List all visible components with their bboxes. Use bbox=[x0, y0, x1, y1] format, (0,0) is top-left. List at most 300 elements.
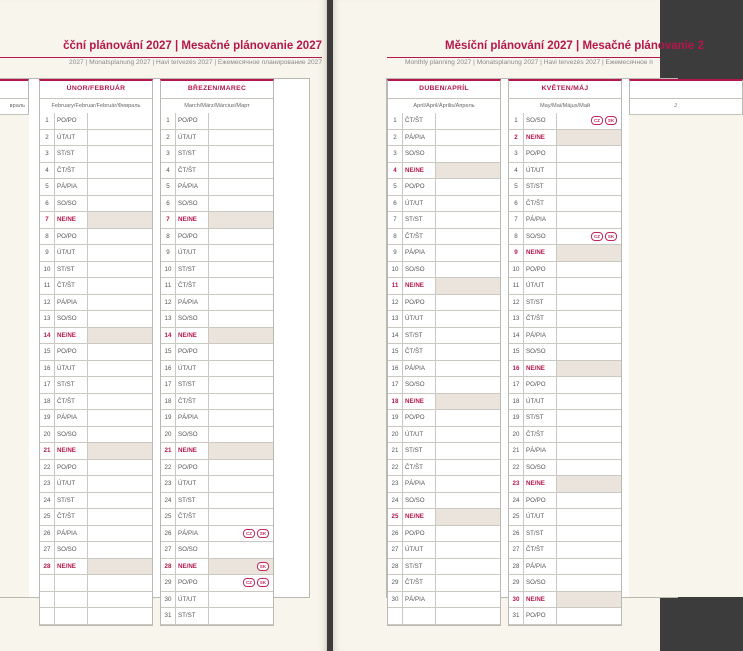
column-divider bbox=[208, 427, 209, 443]
weekday-label: SO/SO bbox=[178, 315, 198, 322]
weekday-label: SO/SO bbox=[57, 315, 77, 322]
sunday-shade bbox=[436, 163, 500, 179]
day-row-sunday[interactable] bbox=[161, 443, 273, 460]
weekday-label: ÚT/UT bbox=[526, 397, 545, 405]
month-column-may bbox=[508, 79, 622, 619]
day-row[interactable] bbox=[40, 130, 152, 147]
day-row[interactable] bbox=[388, 592, 500, 609]
weekday-label: PO/PO bbox=[405, 414, 425, 421]
sunday-shade bbox=[436, 509, 500, 525]
day-row[interactable] bbox=[509, 410, 621, 427]
weekday-label: NE/NE bbox=[178, 216, 197, 223]
column-divider bbox=[87, 427, 88, 443]
day-number: 9 bbox=[388, 245, 403, 261]
day-row[interactable] bbox=[388, 377, 500, 394]
day-row[interactable] bbox=[509, 377, 621, 394]
weekday-label: PO/PO bbox=[57, 117, 77, 124]
weekday-label: ÚT/UT bbox=[405, 199, 424, 207]
day-number: 11 bbox=[509, 278, 524, 294]
day-row-sunday[interactable] bbox=[388, 278, 500, 295]
weekday-label: NE/NE bbox=[57, 447, 76, 454]
day-row[interactable] bbox=[388, 460, 500, 477]
day-row[interactable] bbox=[40, 394, 152, 411]
weekday-label: PO/PO bbox=[405, 529, 425, 537]
day-row[interactable] bbox=[509, 212, 621, 229]
column-divider bbox=[435, 130, 436, 146]
day-rows bbox=[39, 113, 153, 626]
column-divider bbox=[435, 328, 436, 344]
weekday-label: PO/PO bbox=[57, 463, 77, 471]
column-divider bbox=[435, 146, 436, 162]
day-number: 2 bbox=[388, 130, 403, 146]
column-divider bbox=[556, 460, 557, 476]
day-row[interactable] bbox=[161, 163, 273, 180]
column-divider bbox=[435, 377, 436, 393]
sunday-shade bbox=[209, 328, 273, 344]
day-row[interactable] bbox=[40, 509, 152, 526]
column-divider bbox=[208, 361, 209, 377]
sunday-shade bbox=[557, 361, 621, 377]
day-number: 7 bbox=[509, 212, 524, 228]
column-divider bbox=[87, 509, 88, 525]
weekday-label: PO/PO bbox=[526, 612, 546, 619]
day-number: 15 bbox=[40, 344, 55, 360]
day-row[interactable] bbox=[509, 179, 621, 196]
day-row[interactable] bbox=[161, 427, 273, 444]
day-row[interactable] bbox=[509, 229, 621, 246]
day-number: 8 bbox=[388, 229, 403, 245]
weekday-label: ÚT/UT bbox=[57, 480, 76, 487]
day-number: 21 bbox=[161, 443, 176, 459]
day-row[interactable] bbox=[161, 179, 273, 196]
day-row[interactable] bbox=[40, 196, 152, 213]
month-column-march bbox=[160, 79, 274, 619]
day-row[interactable] bbox=[388, 212, 500, 229]
day-row-sunday[interactable] bbox=[509, 245, 621, 262]
column-divider bbox=[87, 460, 88, 476]
day-row[interactable] bbox=[40, 113, 152, 130]
column-divider bbox=[435, 410, 436, 426]
weekday-label: PÁ/PIA bbox=[57, 529, 77, 537]
day-number: 8 bbox=[161, 229, 176, 245]
column-divider bbox=[435, 196, 436, 212]
day-row[interactable] bbox=[388, 427, 500, 444]
day-row[interactable] bbox=[388, 196, 500, 213]
day-row[interactable] bbox=[161, 608, 273, 625]
day-row[interactable] bbox=[40, 460, 152, 477]
day-row-sunday[interactable] bbox=[509, 130, 621, 147]
day-row[interactable] bbox=[161, 394, 273, 411]
column-divider bbox=[208, 229, 209, 245]
column-divider bbox=[208, 476, 209, 492]
weekday-label: NE/NE bbox=[526, 595, 545, 603]
day-number: 8 bbox=[40, 229, 55, 245]
day-number: 6 bbox=[40, 196, 55, 212]
day-number bbox=[388, 608, 403, 624]
day-number: 24 bbox=[40, 493, 55, 509]
holiday-badge-cz: CZ bbox=[243, 578, 255, 587]
column-divider bbox=[556, 163, 557, 179]
day-row[interactable] bbox=[388, 311, 500, 328]
month-header: BŘEZEN/MAREC bbox=[160, 79, 274, 99]
day-number: 25 bbox=[40, 509, 55, 525]
day-row[interactable] bbox=[40, 146, 152, 163]
day-row[interactable] bbox=[161, 460, 273, 477]
day-row[interactable] bbox=[40, 179, 152, 196]
column-divider bbox=[87, 559, 88, 575]
weekday-label: PO/PO bbox=[178, 232, 198, 240]
column-divider bbox=[208, 592, 209, 608]
day-row-sunday[interactable] bbox=[40, 328, 152, 345]
day-row[interactable] bbox=[388, 130, 500, 147]
day-row[interactable] bbox=[161, 493, 273, 510]
column-divider bbox=[556, 278, 557, 294]
day-number: 19 bbox=[161, 410, 176, 426]
day-row-sunday[interactable] bbox=[161, 328, 273, 345]
column-divider bbox=[208, 608, 209, 624]
month-subheader: February/Februar/Február/Февраль bbox=[39, 99, 153, 115]
weekday-label: ČT/ŠT bbox=[178, 513, 196, 520]
column-divider bbox=[435, 460, 436, 476]
day-row-sunday[interactable] bbox=[40, 443, 152, 460]
day-row[interactable] bbox=[509, 311, 621, 328]
weekday-label: NE/NE bbox=[405, 282, 424, 289]
column-divider bbox=[435, 311, 436, 327]
column-divider bbox=[435, 575, 436, 591]
day-row[interactable] bbox=[161, 377, 273, 394]
day-row[interactable] bbox=[509, 295, 621, 312]
day-number: 17 bbox=[40, 377, 55, 393]
day-number: 19 bbox=[40, 410, 55, 426]
day-row-sunday[interactable] bbox=[388, 394, 500, 411]
day-number: 19 bbox=[388, 410, 403, 426]
day-number: 24 bbox=[161, 493, 176, 509]
day-number: 18 bbox=[388, 394, 403, 410]
column-divider bbox=[556, 196, 557, 212]
day-row[interactable] bbox=[388, 575, 500, 592]
day-row[interactable] bbox=[388, 245, 500, 262]
day-row-sunday[interactable] bbox=[509, 476, 621, 493]
day-row[interactable] bbox=[388, 493, 500, 510]
day-number: 2 bbox=[509, 130, 524, 146]
day-number: 9 bbox=[40, 245, 55, 261]
sunday-shade bbox=[436, 394, 500, 410]
day-row[interactable] bbox=[509, 278, 621, 295]
column-divider bbox=[87, 394, 88, 410]
weekday-label: ÚT/UT bbox=[178, 133, 197, 141]
day-row[interactable] bbox=[40, 361, 152, 378]
sunday-shade bbox=[557, 245, 621, 261]
day-number: 10 bbox=[40, 262, 55, 278]
day-row[interactable] bbox=[161, 344, 273, 361]
day-number: 23 bbox=[40, 476, 55, 492]
day-row[interactable] bbox=[40, 295, 152, 312]
day-row[interactable] bbox=[509, 427, 621, 444]
day-row[interactable] bbox=[388, 542, 500, 559]
weekday-label: ST/ST bbox=[405, 331, 423, 339]
month-column-april bbox=[387, 79, 501, 603]
day-number: 11 bbox=[161, 278, 176, 294]
day-number: 26 bbox=[509, 526, 524, 542]
day-row[interactable] bbox=[161, 410, 273, 427]
day-row[interactable] bbox=[40, 278, 152, 295]
day-row[interactable] bbox=[388, 113, 500, 130]
day-row[interactable] bbox=[509, 163, 621, 180]
day-number: 2 bbox=[40, 130, 55, 146]
day-row[interactable] bbox=[509, 113, 621, 130]
left-page bbox=[0, 0, 327, 651]
day-row[interactable] bbox=[40, 245, 152, 262]
day-row[interactable] bbox=[40, 526, 152, 543]
column-divider bbox=[435, 179, 436, 195]
day-row[interactable] bbox=[509, 344, 621, 361]
holiday-badges bbox=[257, 562, 269, 571]
column-divider bbox=[87, 493, 88, 509]
day-rows bbox=[508, 113, 622, 626]
day-row-sunday[interactable] bbox=[40, 559, 152, 576]
weekday-label: ÚT/UT bbox=[526, 282, 545, 289]
day-number: 18 bbox=[161, 394, 176, 410]
day-row[interactable] bbox=[40, 608, 152, 625]
day-number: 23 bbox=[161, 476, 176, 492]
day-row[interactable] bbox=[388, 146, 500, 163]
day-row[interactable] bbox=[388, 361, 500, 378]
day-row[interactable] bbox=[388, 559, 500, 576]
column-divider bbox=[435, 245, 436, 261]
day-row[interactable] bbox=[161, 113, 273, 130]
day-row[interactable] bbox=[40, 262, 152, 279]
weekday-label: PÁ/PIA bbox=[178, 298, 198, 306]
day-number: 16 bbox=[161, 361, 176, 377]
day-row[interactable] bbox=[388, 262, 500, 279]
column-divider bbox=[208, 410, 209, 426]
day-row[interactable] bbox=[161, 229, 273, 246]
day-number: 10 bbox=[509, 262, 524, 278]
day-row-sunday[interactable] bbox=[40, 212, 152, 229]
day-row[interactable] bbox=[161, 575, 273, 592]
day-row[interactable] bbox=[509, 328, 621, 345]
right-page bbox=[333, 0, 704, 651]
day-row[interactable] bbox=[161, 526, 273, 543]
day-row[interactable] bbox=[509, 608, 621, 625]
weekday-label: PO/PO bbox=[526, 265, 546, 273]
day-row[interactable] bbox=[388, 328, 500, 345]
day-row[interactable] bbox=[161, 295, 273, 312]
day-row[interactable] bbox=[40, 344, 152, 361]
column-divider bbox=[556, 328, 557, 344]
weekday-label: PO/PO bbox=[526, 381, 546, 388]
holiday-badge-cz: CZ bbox=[243, 529, 255, 538]
day-number: 18 bbox=[40, 394, 55, 410]
weekday-label: SO/SO bbox=[57, 430, 77, 438]
column-divider bbox=[208, 377, 209, 393]
left-page-title: čční plánování 2027 | Mesačné plánovanie 2027 bbox=[63, 40, 322, 52]
day-row-sunday[interactable] bbox=[509, 592, 621, 609]
column-divider bbox=[87, 179, 88, 195]
day-number: 22 bbox=[509, 460, 524, 476]
day-row-sunday[interactable] bbox=[161, 559, 273, 576]
column-divider bbox=[87, 592, 88, 608]
day-row[interactable] bbox=[509, 493, 621, 510]
left-calendar-sheet bbox=[0, 78, 310, 619]
weekday-label: ÚT/UT bbox=[178, 364, 197, 372]
day-number: 7 bbox=[388, 212, 403, 228]
day-row[interactable] bbox=[40, 542, 152, 559]
day-row[interactable] bbox=[388, 410, 500, 427]
day-row[interactable] bbox=[40, 163, 152, 180]
column-divider bbox=[208, 311, 209, 327]
day-row[interactable] bbox=[509, 146, 621, 163]
day-number: 1 bbox=[509, 113, 524, 129]
month-subheader: J bbox=[629, 99, 743, 115]
day-row[interactable] bbox=[40, 229, 152, 246]
day-row[interactable] bbox=[161, 262, 273, 279]
day-row[interactable] bbox=[40, 592, 152, 609]
day-number: 17 bbox=[509, 377, 524, 393]
weekday-label: ČT/ŠT bbox=[526, 546, 544, 553]
day-row[interactable] bbox=[509, 443, 621, 460]
right-title-rule bbox=[387, 57, 660, 58]
day-rows bbox=[160, 113, 274, 626]
day-row[interactable] bbox=[388, 295, 500, 312]
weekday-label: ÚT/UT bbox=[405, 430, 424, 438]
day-row[interactable] bbox=[509, 262, 621, 279]
day-row[interactable] bbox=[388, 229, 500, 246]
day-number: 21 bbox=[388, 443, 403, 459]
day-row[interactable] bbox=[161, 130, 273, 147]
day-row[interactable] bbox=[40, 377, 152, 394]
day-row[interactable] bbox=[388, 476, 500, 493]
day-row-sunday[interactable] bbox=[388, 163, 500, 180]
weekday-label: SO/SO bbox=[526, 117, 546, 124]
day-row[interactable] bbox=[161, 361, 273, 378]
weekday-label: ČT/ŠT bbox=[526, 199, 544, 207]
day-number: 4 bbox=[388, 163, 403, 179]
day-row[interactable] bbox=[509, 509, 621, 526]
day-row[interactable] bbox=[388, 344, 500, 361]
weekday-label: NE/NE bbox=[178, 447, 197, 454]
day-row[interactable] bbox=[388, 526, 500, 543]
day-row[interactable] bbox=[509, 394, 621, 411]
day-row-sunday[interactable] bbox=[388, 509, 500, 526]
day-number: 29 bbox=[509, 575, 524, 591]
day-number: 30 bbox=[161, 592, 176, 608]
day-row[interactable] bbox=[509, 542, 621, 559]
weekday-label: PÁ/PIA bbox=[405, 595, 425, 603]
day-number: 12 bbox=[388, 295, 403, 311]
day-number: 1 bbox=[40, 113, 55, 129]
weekday-label: ČT/ŠT bbox=[526, 315, 544, 322]
day-row[interactable] bbox=[40, 575, 152, 592]
column-divider bbox=[556, 295, 557, 311]
day-row[interactable] bbox=[161, 592, 273, 609]
day-number: 16 bbox=[388, 361, 403, 377]
day-row[interactable] bbox=[40, 410, 152, 427]
day-row[interactable] bbox=[40, 427, 152, 444]
day-row[interactable] bbox=[161, 509, 273, 526]
day-row[interactable] bbox=[388, 608, 500, 625]
weekday-label: PO/PO bbox=[178, 579, 198, 586]
sunday-shade bbox=[557, 130, 621, 146]
day-row[interactable] bbox=[388, 179, 500, 196]
day-number: 31 bbox=[161, 608, 176, 624]
weekday-label: PO/PO bbox=[405, 183, 425, 190]
day-number: 24 bbox=[509, 493, 524, 509]
sunday-shade bbox=[88, 328, 152, 344]
day-row[interactable] bbox=[509, 526, 621, 543]
day-row-sunday[interactable] bbox=[161, 212, 273, 229]
column-divider bbox=[556, 212, 557, 228]
day-row[interactable] bbox=[161, 311, 273, 328]
day-number: 12 bbox=[40, 295, 55, 311]
day-row[interactable] bbox=[40, 493, 152, 510]
weekday-label: PÁ/PIA bbox=[405, 249, 425, 256]
column-divider bbox=[435, 443, 436, 459]
month-column-february bbox=[39, 79, 153, 597]
weekday-label: SO/SO bbox=[405, 381, 425, 388]
day-row[interactable] bbox=[161, 196, 273, 213]
weekday-label: SO/SO bbox=[526, 232, 546, 240]
day-row[interactable] bbox=[388, 443, 500, 460]
month-header bbox=[629, 79, 743, 99]
weekday-label: ČT/ŠT bbox=[405, 117, 423, 124]
day-number: 1 bbox=[388, 113, 403, 129]
day-row[interactable] bbox=[509, 575, 621, 592]
holiday-badges bbox=[243, 529, 269, 538]
day-row[interactable] bbox=[161, 542, 273, 559]
weekday-label: ST/ST bbox=[526, 298, 544, 306]
column-divider bbox=[208, 328, 209, 344]
day-row[interactable] bbox=[161, 146, 273, 163]
day-row[interactable] bbox=[161, 476, 273, 493]
holiday-badges bbox=[591, 232, 617, 241]
day-number: 25 bbox=[509, 509, 524, 525]
weekday-label: ÚT/UT bbox=[405, 546, 424, 553]
day-row[interactable] bbox=[161, 245, 273, 262]
weekday-label: PO/PO bbox=[178, 117, 198, 124]
holiday-badge-sk: SK bbox=[257, 562, 269, 571]
column-divider bbox=[208, 278, 209, 294]
day-number: 3 bbox=[161, 146, 176, 162]
day-number: 5 bbox=[40, 179, 55, 195]
weekday-label: NE/NE bbox=[405, 397, 424, 405]
column-divider bbox=[556, 443, 557, 459]
column-divider bbox=[87, 163, 88, 179]
column-divider bbox=[87, 377, 88, 393]
day-row[interactable] bbox=[509, 559, 621, 576]
weekday-label: PÁ/PIA bbox=[526, 331, 546, 339]
day-row[interactable] bbox=[509, 196, 621, 213]
day-number: 5 bbox=[509, 179, 524, 195]
holiday-badge-sk: SK bbox=[605, 232, 617, 241]
day-row[interactable] bbox=[40, 311, 152, 328]
column-divider bbox=[208, 196, 209, 212]
day-row[interactable] bbox=[509, 460, 621, 477]
weekday-label: ÚT/UT bbox=[526, 513, 545, 520]
day-number: 29 bbox=[388, 575, 403, 591]
day-number: 9 bbox=[161, 245, 176, 261]
day-row[interactable] bbox=[161, 278, 273, 295]
day-number: 2 bbox=[161, 130, 176, 146]
day-number: 21 bbox=[509, 443, 524, 459]
day-row[interactable] bbox=[40, 476, 152, 493]
weekday-label: ÚT/UT bbox=[178, 480, 197, 487]
weekday-label: ÚT/UT bbox=[405, 315, 424, 322]
day-number: 23 bbox=[388, 476, 403, 492]
column-divider bbox=[208, 130, 209, 146]
column-divider bbox=[556, 245, 557, 261]
day-row-sunday[interactable] bbox=[509, 361, 621, 378]
